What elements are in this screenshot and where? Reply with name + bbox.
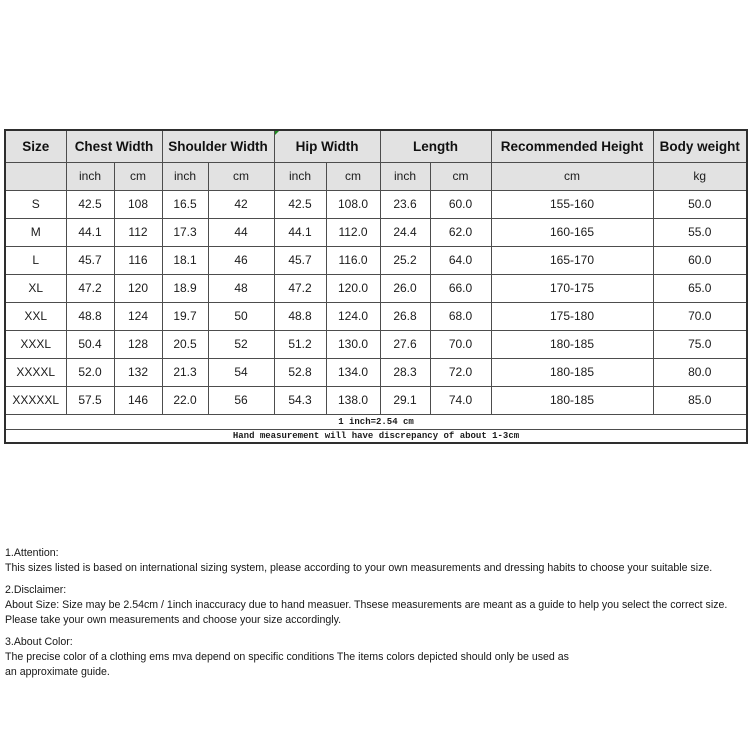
header-size: Size: [5, 130, 66, 162]
value-cell: 54: [208, 358, 274, 386]
size-label: XXXXL: [5, 358, 66, 386]
size-label: S: [5, 190, 66, 218]
value-cell: 26.0: [380, 274, 430, 302]
unit-hip-inch: inch: [274, 162, 326, 190]
unit-chest-cm: cm: [114, 162, 162, 190]
value-cell: 74.0: [430, 386, 491, 414]
about-color-heading: 3.About Color:: [5, 636, 73, 648]
value-cell: 45.7: [66, 246, 114, 274]
table-footnotes: [5, 414, 747, 443]
value-cell: 46: [208, 246, 274, 274]
value-cell: 18.1: [162, 246, 208, 274]
unit-length-cm: cm: [430, 162, 491, 190]
value-cell: 180-185: [491, 330, 653, 358]
value-cell: 124.0: [326, 302, 380, 330]
size-label: XL: [5, 274, 66, 302]
value-cell: 85.0: [653, 386, 747, 414]
notes-section: [5, 546, 745, 680]
value-cell: 50.4: [66, 330, 114, 358]
header-chest-width: Chest Width: [66, 130, 162, 162]
value-cell: 24.4: [380, 218, 430, 246]
value-cell: 45.7: [274, 246, 326, 274]
value-cell: 138.0: [326, 386, 380, 414]
size-row-xxl: [5, 302, 747, 330]
value-cell: 120: [114, 274, 162, 302]
value-cell: 62.0: [430, 218, 491, 246]
value-cell: 25.2: [380, 246, 430, 274]
value-cell: 54.3: [274, 386, 326, 414]
size-row-l: [5, 246, 747, 274]
header-group-row: [5, 130, 747, 162]
value-cell: 66.0: [430, 274, 491, 302]
header-unit-row: [5, 162, 747, 190]
size-chart-table: [4, 129, 748, 444]
size-table-body: [5, 190, 747, 414]
value-cell: 17.3: [162, 218, 208, 246]
value-cell: 112: [114, 218, 162, 246]
cell-corner-marker: [275, 131, 279, 135]
footnote-row: [5, 429, 747, 443]
value-cell: 55.0: [653, 218, 747, 246]
header-hip-width: [274, 130, 380, 162]
header-shoulder-width: Shoulder Width: [162, 130, 274, 162]
value-cell: 108: [114, 190, 162, 218]
value-cell: 42.5: [66, 190, 114, 218]
size-row-s: [5, 190, 747, 218]
disclaimer-heading: 2.Disclaimer:: [5, 584, 67, 596]
value-cell: 60.0: [653, 246, 747, 274]
value-cell: 128: [114, 330, 162, 358]
size-label: M: [5, 218, 66, 246]
value-cell: 160-165: [491, 218, 653, 246]
unit-chest-inch: inch: [66, 162, 114, 190]
value-cell: 116: [114, 246, 162, 274]
value-cell: 180-185: [491, 358, 653, 386]
size-label: XXXL: [5, 330, 66, 358]
value-cell: 21.3: [162, 358, 208, 386]
size-label: XXL: [5, 302, 66, 330]
value-cell: 44.1: [274, 218, 326, 246]
value-cell: 26.8: [380, 302, 430, 330]
value-cell: 80.0: [653, 358, 747, 386]
value-cell: 170-175: [491, 274, 653, 302]
value-cell: 44: [208, 218, 274, 246]
value-cell: 18.9: [162, 274, 208, 302]
value-cell: 48.8: [274, 302, 326, 330]
value-cell: 155-160: [491, 190, 653, 218]
about-color-text-line2: an approximate guide.: [5, 666, 110, 678]
unit-height-cm: cm: [491, 162, 653, 190]
value-cell: 175-180: [491, 302, 653, 330]
header-hip-width-label: Hip Width: [295, 138, 359, 154]
value-cell: 52: [208, 330, 274, 358]
value-cell: 64.0: [430, 246, 491, 274]
disclaimer-text-line2: Please take your own measurements and choose your size accordingly.: [5, 614, 342, 626]
size-row-xl: [5, 274, 747, 302]
value-cell: 57.5: [66, 386, 114, 414]
size-row-xxxl: [5, 330, 747, 358]
value-cell: 75.0: [653, 330, 747, 358]
attention-heading: 1.Attention:: [5, 547, 59, 559]
value-cell: 23.6: [380, 190, 430, 218]
value-cell: 124: [114, 302, 162, 330]
value-cell: 44.1: [66, 218, 114, 246]
value-cell: 42.5: [274, 190, 326, 218]
unit-length-inch: inch: [380, 162, 430, 190]
value-cell: 165-170: [491, 246, 653, 274]
value-cell: 51.2: [274, 330, 326, 358]
size-label: L: [5, 246, 66, 274]
value-cell: 130.0: [326, 330, 380, 358]
value-cell: 28.3: [380, 358, 430, 386]
value-cell: 52.0: [66, 358, 114, 386]
value-cell: 70.0: [653, 302, 747, 330]
size-row-xxxxxl: [5, 386, 747, 414]
footnote-measurement-discrepancy: Hand measurement will have discrepancy of about 1-3cm: [5, 429, 747, 443]
value-cell: 132: [114, 358, 162, 386]
unit-shoulder-inch: inch: [162, 162, 208, 190]
unit-blank: [5, 162, 66, 190]
footnote-inch-conversion: 1 inch=2.54 cm: [5, 414, 747, 429]
value-cell: 47.2: [66, 274, 114, 302]
value-cell: 20.5: [162, 330, 208, 358]
unit-hip-cm: cm: [326, 162, 380, 190]
value-cell: 56: [208, 386, 274, 414]
value-cell: 19.7: [162, 302, 208, 330]
value-cell: 27.6: [380, 330, 430, 358]
header-length: Length: [380, 130, 491, 162]
value-cell: 180-185: [491, 386, 653, 414]
value-cell: 47.2: [274, 274, 326, 302]
value-cell: 50.0: [653, 190, 747, 218]
value-cell: 52.8: [274, 358, 326, 386]
value-cell: 42: [208, 190, 274, 218]
header-recommended-height: Recommended Height: [491, 130, 653, 162]
value-cell: 134.0: [326, 358, 380, 386]
value-cell: 65.0: [653, 274, 747, 302]
value-cell: 112.0: [326, 218, 380, 246]
value-cell: 29.1: [380, 386, 430, 414]
value-cell: 50: [208, 302, 274, 330]
footnote-row: [5, 414, 747, 429]
table-header: [5, 130, 747, 190]
header-body-weight: Body weight: [653, 130, 747, 162]
value-cell: 16.5: [162, 190, 208, 218]
about-color-text-line1: The precise color of a clothing ems mva depend on specific conditions The items colors depicted should only be used as: [5, 651, 569, 663]
attention-text: This sizes listed is based on international sizing system, please according to your own measurements and dressing habits to choose your suitable size.: [5, 562, 713, 574]
value-cell: 70.0: [430, 330, 491, 358]
value-cell: 48.8: [66, 302, 114, 330]
value-cell: 72.0: [430, 358, 491, 386]
size-row-xxxxl: [5, 358, 747, 386]
size-row-m: [5, 218, 747, 246]
disclaimer-text-line1: About Size: Size may be 2.54cm / 1inch inaccuracy due to hand measuer. Thsese measurements are meant as a guide to help you select the correct size.: [5, 599, 728, 611]
value-cell: 48: [208, 274, 274, 302]
value-cell: 120.0: [326, 274, 380, 302]
value-cell: 116.0: [326, 246, 380, 274]
value-cell: 22.0: [162, 386, 208, 414]
unit-weight-kg: kg: [653, 162, 747, 190]
value-cell: 60.0: [430, 190, 491, 218]
unit-shoulder-cm: cm: [208, 162, 274, 190]
value-cell: 108.0: [326, 190, 380, 218]
value-cell: 68.0: [430, 302, 491, 330]
size-label: XXXXXL: [5, 386, 66, 414]
value-cell: 146: [114, 386, 162, 414]
